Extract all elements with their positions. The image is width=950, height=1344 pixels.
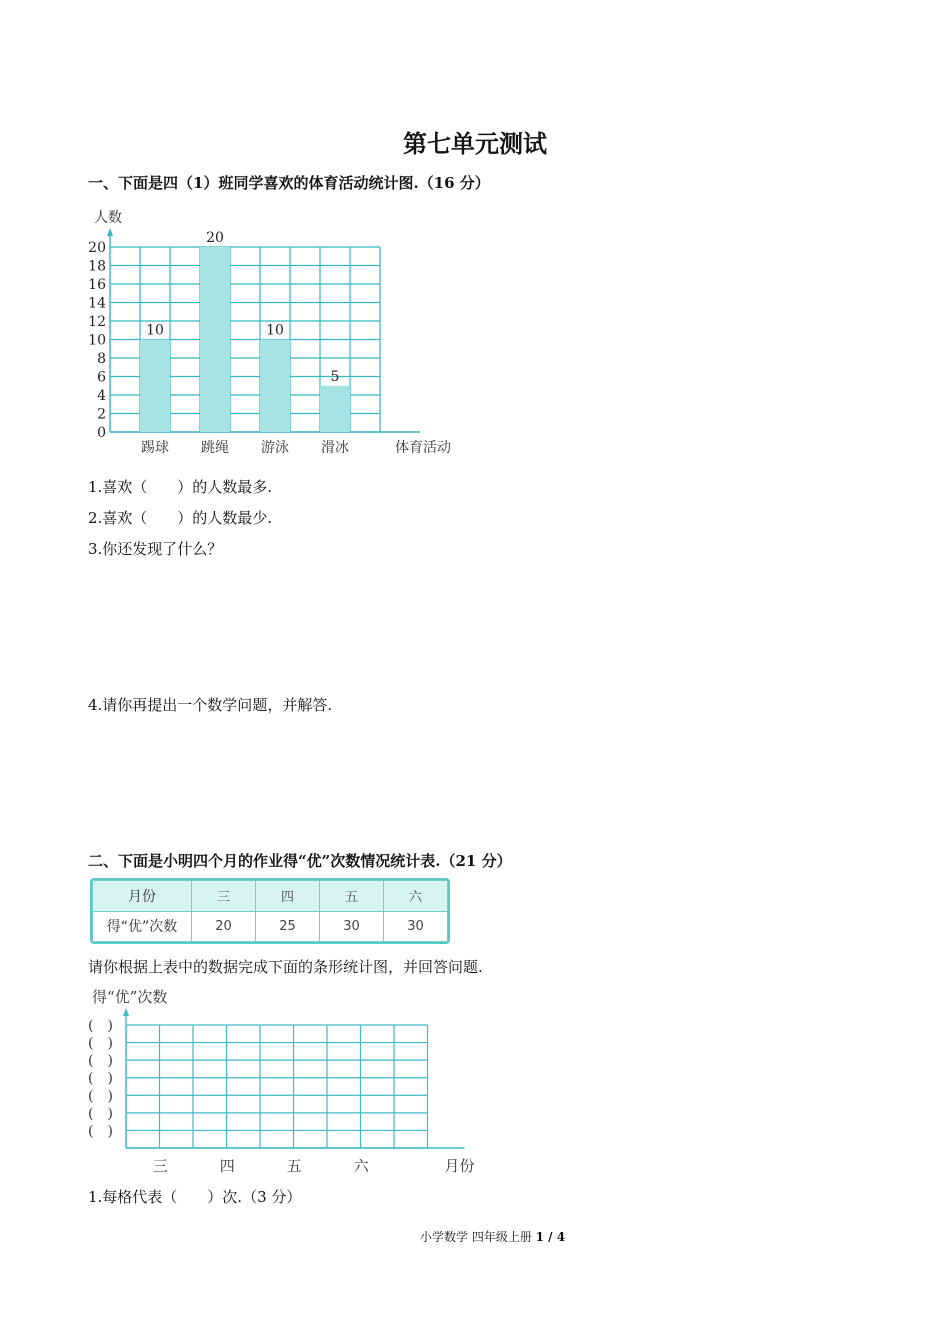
table-cell: 六 [384,881,448,912]
x-tick-label: 三 [152,1157,168,1175]
y-tick-blank: ( ) [88,1035,113,1052]
table-cell: 五 [320,881,384,912]
question-4: 4.请你再提出一个数学问题，并解答. [88,696,333,714]
y-tick-blank: ( ) [88,1088,113,1105]
bar-value-label: 10 [146,322,164,339]
chart-ylabel: 人数 [94,210,122,226]
chart-grid [123,1008,465,1148]
table-header-row [93,881,448,912]
y-tick-label: 18 [88,258,106,275]
table-cell: 得“优”次数 [93,911,192,942]
x-tick-label: 五 [286,1157,302,1175]
section1-heading: 一、下面是四（1）班同学喜欢的体育活动统计图.（16 分） [88,174,490,192]
x-tick-label: 六 [353,1157,369,1175]
x-tick-label: 游泳 [261,440,289,456]
section2-heading: 二、下面是小明四个月的作业得“优”次数情况统计表.（21 分） [88,852,512,870]
question-2: 2.喜欢（ ）的人数最少. [88,509,273,527]
table-row [93,911,448,942]
y-axis-arrow [123,1008,129,1016]
table-cell: 20 [192,911,256,942]
y-tick-blank: ( ) [88,1070,113,1087]
chart-labels [88,1018,475,1175]
y-tick-blank: ( ) [88,1018,113,1034]
y-tick-label: 20 [88,240,106,256]
bar-跳绳 [200,247,230,432]
table-cell: 25 [256,911,320,942]
x-tick-label: 滑冰 [321,440,349,456]
y-tick-blank: ( ) [88,1123,113,1140]
blank-bar-chart [86,982,475,1177]
x-axis-label: 月份 [444,1157,475,1175]
page-title: 第七单元测试 [403,129,547,158]
y-tick-label: 12 [88,314,106,330]
question-1: 1.喜欢（ ）的人数最多. [88,478,273,496]
bar-滑冰 [320,386,350,432]
y-axis-arrow [107,228,113,236]
table-cell: 月份 [93,881,192,912]
stats-table [90,878,450,944]
chart-ylabel: 得“优”次数 [92,988,168,1006]
bar-value-label: 5 [330,368,340,385]
x-tick-label: 四 [219,1157,235,1175]
bar-踢球 [140,340,170,433]
x-tick-label: 踢球 [141,440,169,456]
y-tick-label: 16 [88,277,106,293]
page-footer [420,1228,565,1245]
y-tick-label: 2 [97,406,106,423]
x-axis-label: 体育活动 [395,440,451,456]
bar-value-label: 20 [206,230,224,246]
bar-游泳 [260,340,290,433]
y-tick-label: 6 [97,369,106,386]
instruction-text: 请你根据上表中的数据完成下面的条形统计图，并回答问题. [88,958,483,976]
y-tick-blank: ( ) [88,1105,113,1122]
footer-text: 小学数学 四年级上册 [420,1230,536,1244]
y-tick-label: 8 [97,351,106,367]
y-tick-label: 4 [97,388,106,404]
bar-value-label: 10 [266,322,284,339]
activity-bar-chart [86,200,451,462]
y-tick-label: 14 [88,295,106,312]
y-tick-blank: ( ) [88,1053,113,1070]
question-3: 3.你还发现了什么？ [88,540,223,558]
x-tick-label: 跳绳 [201,440,229,456]
page-number: 1 / 4 [535,1230,566,1244]
y-tick-label: 10 [88,332,106,349]
y-tick-label: 0 [97,425,106,441]
table-cell: 30 [384,911,448,942]
table-cell: 30 [320,911,384,942]
table-cell: 四 [256,881,320,912]
table-cell: 三 [192,881,256,912]
section2-question-1: 1.每格代表（ ）次.（3 分） [88,1188,302,1206]
